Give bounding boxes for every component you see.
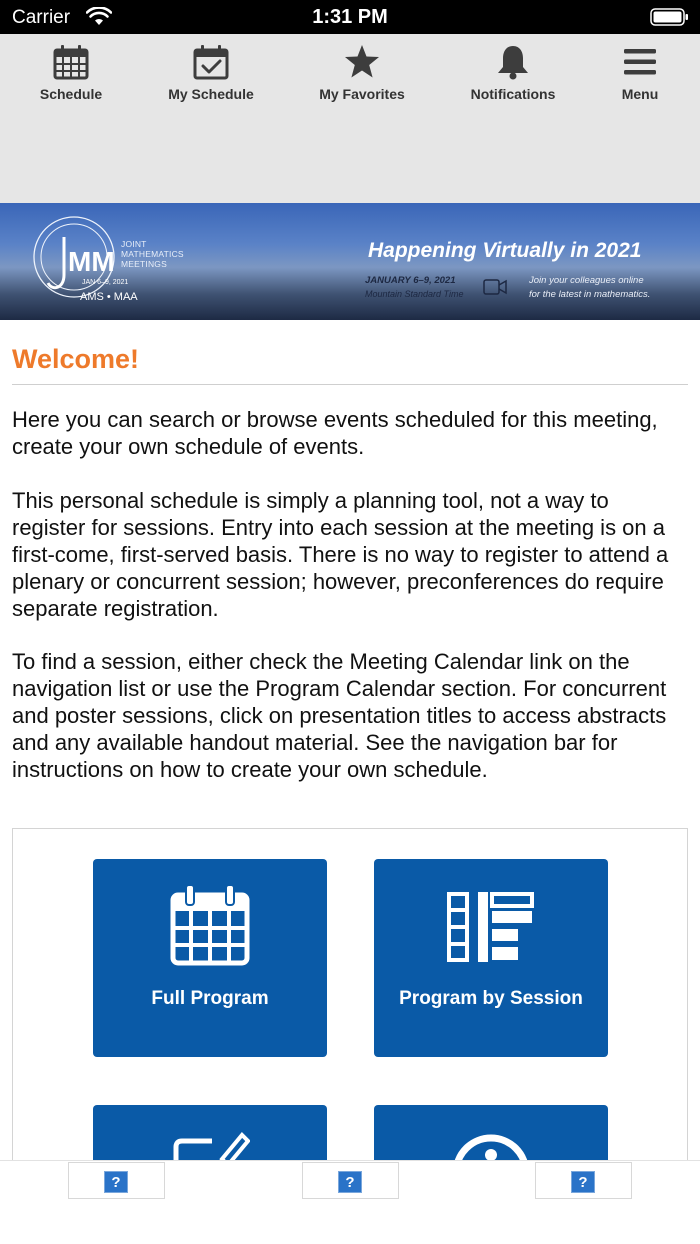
nav-my-schedule[interactable] (151, 44, 271, 102)
banner-join-line1: Join your colleagues online (529, 275, 644, 286)
logo-date: JAN 6–9, 2021 (82, 279, 129, 286)
list-layout-icon (446, 891, 536, 963)
welcome-paragraph-3: To find a session, either check the Meeting Calendar link on the navigation list or use the Program Calendar section. For concurrent and poster sessions, click on presentation titles to access abstracts and any available handout material. See the navigation bar for instructions on how to create your own schedule. (12, 649, 667, 782)
program-by-session-label: Program by Session (399, 988, 583, 1009)
question-icon: ? (338, 1171, 362, 1193)
nav-menu[interactable] (580, 44, 700, 102)
help-button-3[interactable] (535, 1162, 632, 1199)
battery-icon (650, 8, 690, 26)
status-bar (0, 0, 700, 34)
welcome-paragraph-2: This personal schedule is simply a planning tool, not a way to register for sessions. Entry into each session at the meeting is on a first-come, first-served basis. There is no way to register to attend a plenary or concurrent session; however, preconferences do require separate registration. (12, 488, 669, 621)
bottom-toolbar (0, 1160, 700, 1244)
hamburger-icon (622, 44, 658, 80)
full-program-label: Full Program (151, 988, 269, 1009)
banner-dates: JANUARY 6–9, 2021 (365, 275, 456, 286)
event-banner (0, 203, 700, 320)
logo-text: JOINT MATHEMATICS MEETINGS (121, 239, 184, 269)
info-tile[interactable] (374, 1105, 608, 1168)
full-program-tile[interactable] (93, 859, 327, 1057)
nav-notifications[interactable] (453, 44, 573, 102)
top-navigation (0, 34, 700, 203)
video-camera-icon (483, 278, 507, 296)
star-icon (344, 44, 380, 80)
logo-org: AMS • MAA (80, 291, 138, 303)
banner-headline: Happening Virtually in 2021 (368, 239, 642, 262)
welcome-paragraph-1: Here you can search or browse events scheduled for this meeting, create your own schedule of events. (12, 407, 658, 459)
program-by-session-tile[interactable] (374, 859, 608, 1057)
welcome-title: Welcome! (12, 344, 140, 374)
nav-my-schedule-label: My Schedule (168, 86, 254, 102)
carrier-label: Carrier (12, 7, 71, 28)
welcome-divider (12, 384, 688, 385)
question-icon: ? (104, 1171, 128, 1193)
help-button-1[interactable] (68, 1162, 165, 1199)
bell-icon (495, 44, 531, 80)
nav-menu-label: Menu (621, 86, 659, 102)
quick-links-panel (12, 828, 688, 1168)
help-button-2[interactable] (302, 1162, 399, 1199)
calendar-icon (53, 44, 89, 80)
clock-label: 1:31 PM (312, 6, 388, 28)
question-icon: ? (571, 1171, 595, 1193)
nav-my-favorites-label: My Favorites (319, 86, 405, 102)
nav-notifications-label: Notifications (470, 86, 556, 102)
nav-schedule[interactable] (11, 44, 131, 102)
calendar-check-icon (193, 44, 229, 80)
calendar-icon (170, 883, 250, 967)
nav-my-favorites[interactable] (302, 44, 422, 102)
banner-timezone: Mountain Standard Time (365, 289, 464, 299)
svg-text:MM: MM (68, 246, 115, 277)
nav-schedule-label: Schedule (39, 86, 103, 102)
banner-join-line2: for the latest in mathematics. (529, 289, 651, 300)
notes-tile[interactable] (93, 1105, 327, 1168)
